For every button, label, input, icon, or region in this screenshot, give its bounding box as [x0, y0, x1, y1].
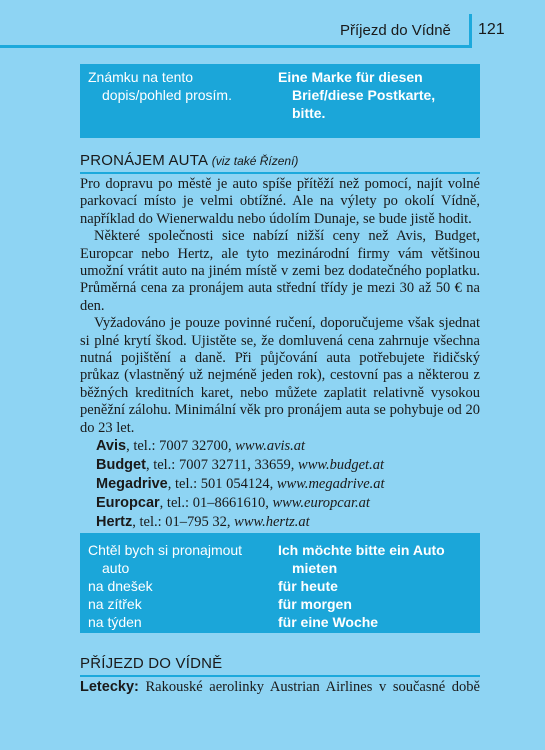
phrase-german-line: mieten — [292, 560, 338, 576]
contact-item — [96, 513, 480, 532]
arrival-text — [80, 678, 480, 696]
contact-item — [96, 494, 480, 513]
contact-info: , tel.: 7007 32700, — [126, 438, 236, 454]
phrase-german: für morgen — [278, 596, 352, 612]
car-rental-text — [80, 176, 480, 437]
phrase-czech-line: dopis/pohled prosím. — [102, 87, 232, 103]
section-cross-reference: (viz také Řízení) — [211, 154, 299, 168]
contact-url: www.budget.at — [298, 457, 384, 473]
contact-info: , tel.: 7007 32711, 33659, — [145, 457, 299, 473]
contact-url: www.hertz.at — [234, 514, 310, 530]
page-number: 121 — [478, 21, 505, 38]
phrase-german-line: Brief/diese Postkarte, — [292, 87, 436, 103]
contact-url: www.megadrive.at — [276, 476, 385, 492]
section-heading-arrival — [80, 655, 480, 672]
phrase-german: für eine Woche — [278, 614, 379, 630]
rental-contacts-list — [96, 437, 480, 532]
section-rule — [80, 172, 480, 174]
contact-item — [96, 456, 480, 475]
contact-info: , tel.: 01–8661610, — [159, 495, 273, 511]
contact-url: www.europcar.at — [272, 495, 370, 511]
section-heading-text: PŘÍJEZD DO VÍDNĚ — [80, 655, 223, 672]
phrase-czech — [88, 541, 273, 577]
phrase-czech — [88, 68, 273, 104]
contact-item — [96, 475, 480, 494]
contact-info: , tel.: 501 054124, — [167, 476, 277, 492]
contact-info: , tel.: 01–795 32, — [132, 514, 235, 530]
phrase-german — [278, 68, 478, 122]
company-name: Europcar — [96, 495, 160, 511]
phrase-czech-line: auto — [102, 560, 130, 576]
phrase-czech: na zítřek — [88, 596, 142, 612]
header-rule — [0, 45, 470, 48]
header-divider — [469, 14, 472, 48]
phrase-czech-line: Chtěl bych si pronajmout — [88, 542, 243, 558]
running-header-title: Příjezd do Vídně — [340, 22, 451, 39]
contact-item — [96, 437, 480, 456]
phrase-german-line: bitte. — [292, 105, 326, 121]
company-name: Megadrive — [96, 476, 168, 492]
phrase-german-line: Ich möchte bitte ein Auto — [278, 542, 445, 558]
section-rule — [80, 675, 480, 677]
phrase-czech: na týden — [88, 614, 142, 630]
phrase-czech: na dnešek — [88, 578, 153, 594]
section-heading-car-rental — [80, 152, 480, 169]
section-heading-text: PRONÁJEM AUTA — [80, 152, 208, 169]
phrase-box-stamp — [80, 64, 480, 138]
paragraph: Vyžadováno je pouze povinné ručení, doporučujeme však sjednat si plné krytí škod. Ujistěte se, že domluvená cena zahrnuje všechna nutná pojištění a daně. Při půjčování auta potřebujete řidičský průkaz (vlastněný už nejméně jeden rok), cestovní pas a některou z běžných kreditních karet, nebo můžete zaplatit relativně vysokou peněžní zálohu. Minimální věk pro pronájem auta se pohybuje od 20 do 23 let. — [80, 315, 480, 436]
company-name: Avis — [96, 438, 127, 454]
phrase-german: für heute — [278, 578, 338, 594]
lead-text: Rakouské aerolinky Austrian Airlines v současné době — [138, 679, 480, 695]
phrase-czech-line: Známku na tento — [88, 69, 194, 85]
company-name: Hertz — [96, 514, 133, 530]
contact-url: www.avis.at — [235, 438, 306, 454]
phrase-box-car-rental — [80, 533, 480, 633]
phrase-german-line: Eine Marke für diesen — [278, 69, 423, 85]
phrase-german — [278, 541, 478, 577]
paragraph: Některé společnosti sice nabízí nižší ceny než Avis, Budget, Europcar nebo Hertz, ale tyto mezinárodní firmy vám většinou umožní vrátit auto na jiném místě v zemi bez dodatečného poplatku. Průměrná cena za pronájem auta střední třídy je mezi 30 až 50 € na den. — [80, 228, 480, 314]
paragraph: Pro dopravu po městě je auto spíše přítěží než pomocí, najít volné parkovací místo je velmi obtížné. Ale na výlety po okolí Vídně, například do Wienerwaldu nebo údolím Dunaje, se bude jistě hodit. — [80, 176, 480, 227]
lead-label: Letecky: — [80, 679, 139, 695]
company-name: Budget — [96, 457, 146, 473]
